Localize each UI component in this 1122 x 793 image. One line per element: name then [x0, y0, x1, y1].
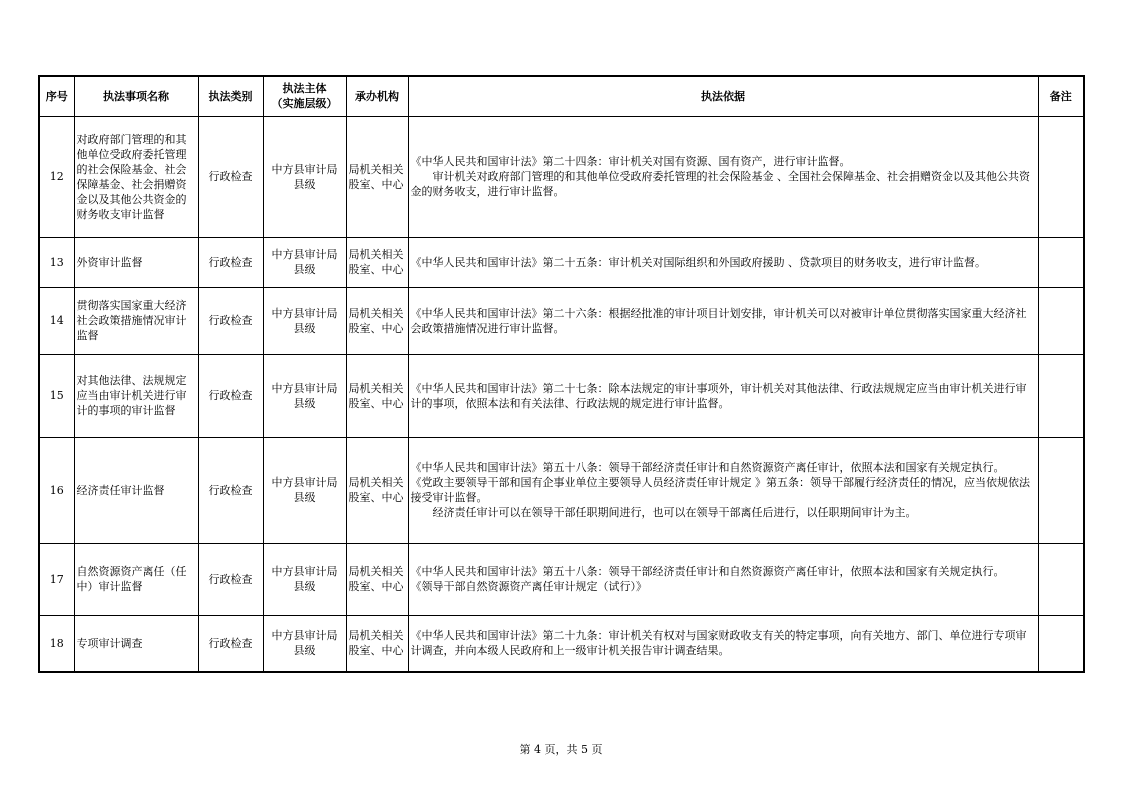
cell-item: 对政府部门管理的和其他单位受政府委托管理的社会保险基金、社会保障基金、社会捐赠资金以及其他公共资金的财务收支审计监督	[74, 116, 198, 237]
cell-subject-level: 县级	[293, 321, 316, 335]
table-row	[39, 116, 1084, 237]
cell-subject	[263, 615, 346, 672]
cell-seq: 18	[39, 615, 74, 672]
header-basis: 执法依据	[408, 76, 1038, 116]
cell-item: 对其他法律、法规规定应当由审计机关进行审计的事项的审计监督	[74, 354, 198, 437]
cell-remark	[1038, 116, 1084, 237]
cell-type: 行政检查	[198, 437, 263, 543]
basis-paragraph: 《中华人民共和国审计法》第五十八条：领导干部经济责任审计和自然资源资产离任审计，依照本法和国家有关规定执行。	[410, 461, 1005, 474]
cell-seq: 12	[39, 116, 74, 237]
basis-paragraph: 《中华人民共和国审计法》第二十五条：审计机关对国际组织和外国政府援助 、贷款项目的财务收支，进行审计监督。	[410, 255, 986, 269]
header-seq: 序号	[39, 76, 74, 116]
cell-subject-level: 县级	[293, 644, 316, 658]
cell-subject	[263, 116, 346, 237]
header-type: 执法类别	[198, 76, 263, 116]
cell-org: 局机关相关股室、中心	[346, 354, 408, 437]
basis-paragraph: 《中华人民共和国审计法》第五十八条：领导干部经济责任审计和自然资源资产离任审计，依照本法和国家有关规定执行。	[410, 565, 1005, 578]
cell-subject-name: 中方县审计局	[271, 248, 338, 261]
cell-remark	[1038, 437, 1084, 543]
cell-basis	[408, 543, 1038, 615]
table-body	[39, 116, 1084, 672]
table-row	[39, 287, 1084, 354]
basis-paragraph: 经济责任审计可以在领导干部任职期间进行，也可以在领导干部离任后进行，以任职期间审计为主。	[432, 506, 917, 519]
cell-org: 局机关相关股室、中心	[346, 237, 408, 287]
basis-paragraph: 《党政主要领导干部和国有企事业单位主要领导人员经济责任审计规定 》第五条：领导干部履行经济责任的情况，应当依规依法接受审计监督。	[410, 476, 1030, 504]
cell-seq: 15	[39, 354, 74, 437]
cell-basis	[408, 354, 1038, 437]
basis-paragraph: 审计机关对政府部门管理的和其他单位受政府委托管理的社会保险基金 、全国社会保障基金、社会捐赠资金以及其他公共资金的财务收支，进行审计监督。	[410, 170, 1030, 198]
enforcement-items-table	[38, 75, 1085, 673]
table-row	[39, 437, 1084, 543]
cell-subject	[263, 287, 346, 354]
header-subject	[263, 76, 346, 116]
cell-subject-level: 县级	[293, 491, 316, 504]
header-subject-line2: （实施层级）	[271, 97, 338, 111]
cell-subject-name: 中方县审计局	[271, 306, 338, 320]
cell-subject-level: 县级	[293, 263, 316, 276]
header-item: 执法事项名称	[74, 76, 198, 116]
cell-basis	[408, 237, 1038, 287]
header-row	[39, 76, 1084, 116]
cell-type: 行政检查	[198, 615, 263, 672]
cell-org: 局机关相关股室、中心	[346, 437, 408, 543]
cell-org: 局机关相关股室、中心	[346, 287, 408, 354]
cell-remark	[1038, 543, 1084, 615]
cell-item: 贯彻落实国家重大经济社会政策措施情况审计监督	[74, 287, 198, 354]
cell-subject-level: 县级	[293, 396, 316, 410]
table-row	[39, 615, 1084, 672]
cell-subject-name: 中方县审计局	[271, 629, 338, 643]
cell-subject	[263, 354, 346, 437]
cell-remark	[1038, 237, 1084, 287]
cell-type: 行政检查	[198, 354, 263, 437]
cell-subject-name: 中方县审计局	[271, 476, 338, 489]
cell-subject	[263, 237, 346, 287]
cell-seq: 17	[39, 543, 74, 615]
cell-subject	[263, 543, 346, 615]
cell-seq: 16	[39, 437, 74, 543]
cell-remark	[1038, 287, 1084, 354]
cell-basis	[408, 437, 1038, 543]
table-row	[39, 237, 1084, 287]
cell-type: 行政检查	[198, 543, 263, 615]
cell-type: 行政检查	[198, 287, 263, 354]
cell-item: 外资审计监督	[74, 237, 198, 287]
cell-item: 经济责任审计监督	[74, 437, 198, 543]
cell-subject-name: 中方县审计局	[271, 381, 338, 395]
cell-basis	[408, 287, 1038, 354]
cell-type: 行政检查	[198, 237, 263, 287]
cell-basis	[408, 116, 1038, 237]
cell-item: 专项审计调查	[74, 615, 198, 672]
header-remark: 备注	[1038, 76, 1084, 116]
cell-seq: 13	[39, 237, 74, 287]
cell-item: 自然资源资产离任（任中）审计监督	[74, 543, 198, 615]
page-footer: 第 4 页，共 5 页	[519, 743, 603, 756]
cell-seq: 14	[39, 287, 74, 354]
basis-paragraph: 《领导干部自然资源资产离任审计规定（试行）》	[410, 580, 647, 593]
header-subject-line1: 执法主体	[282, 82, 327, 96]
cell-org: 局机关相关股室、中心	[346, 615, 408, 672]
basis-paragraph: 《中华人民共和国审计法》第二十七条：除本法规定的审计事项外，审计机关对其他法律、行政法规规定应当由审计机关进行审计的事项，依照本法和有关法律、行政法规的规定进行审计监督。	[410, 381, 1027, 410]
cell-subject	[263, 437, 346, 543]
cell-type: 行政检查	[198, 116, 263, 237]
cell-subject-name: 中方县审计局	[271, 565, 338, 578]
basis-paragraph: 《中华人民共和国审计法》第二十四条：审计机关对国有资源、国有资产，进行审计监督。	[410, 155, 851, 168]
cell-remark	[1038, 354, 1084, 437]
basis-paragraph: 《中华人民共和国审计法》第二十六条：根据经批准的审计项目计划安排，审计机关可以对被审计单位贯彻落实国家重大经济社会政策措施情况进行审计监督。	[410, 306, 1027, 335]
table-row	[39, 543, 1084, 615]
cell-subject-name: 中方县审计局	[271, 162, 338, 176]
basis-paragraph: 《中华人民共和国审计法》第二十九条：审计机关有权对与国家财政收支有关的特定事项，向有关地方、部门、单位进行专项审计调查，并向本级人民政府和上一级审计机关报告审计调查结果。	[410, 629, 1027, 658]
table-row	[39, 354, 1084, 437]
cell-remark	[1038, 615, 1084, 672]
cell-subject-level: 县级	[293, 177, 316, 191]
cell-subject-level: 县级	[293, 580, 316, 593]
cell-org: 局机关相关股室、中心	[346, 116, 408, 237]
cell-org: 局机关相关股室、中心	[346, 543, 408, 615]
header-org: 承办机构	[346, 76, 408, 116]
cell-basis	[408, 615, 1038, 672]
